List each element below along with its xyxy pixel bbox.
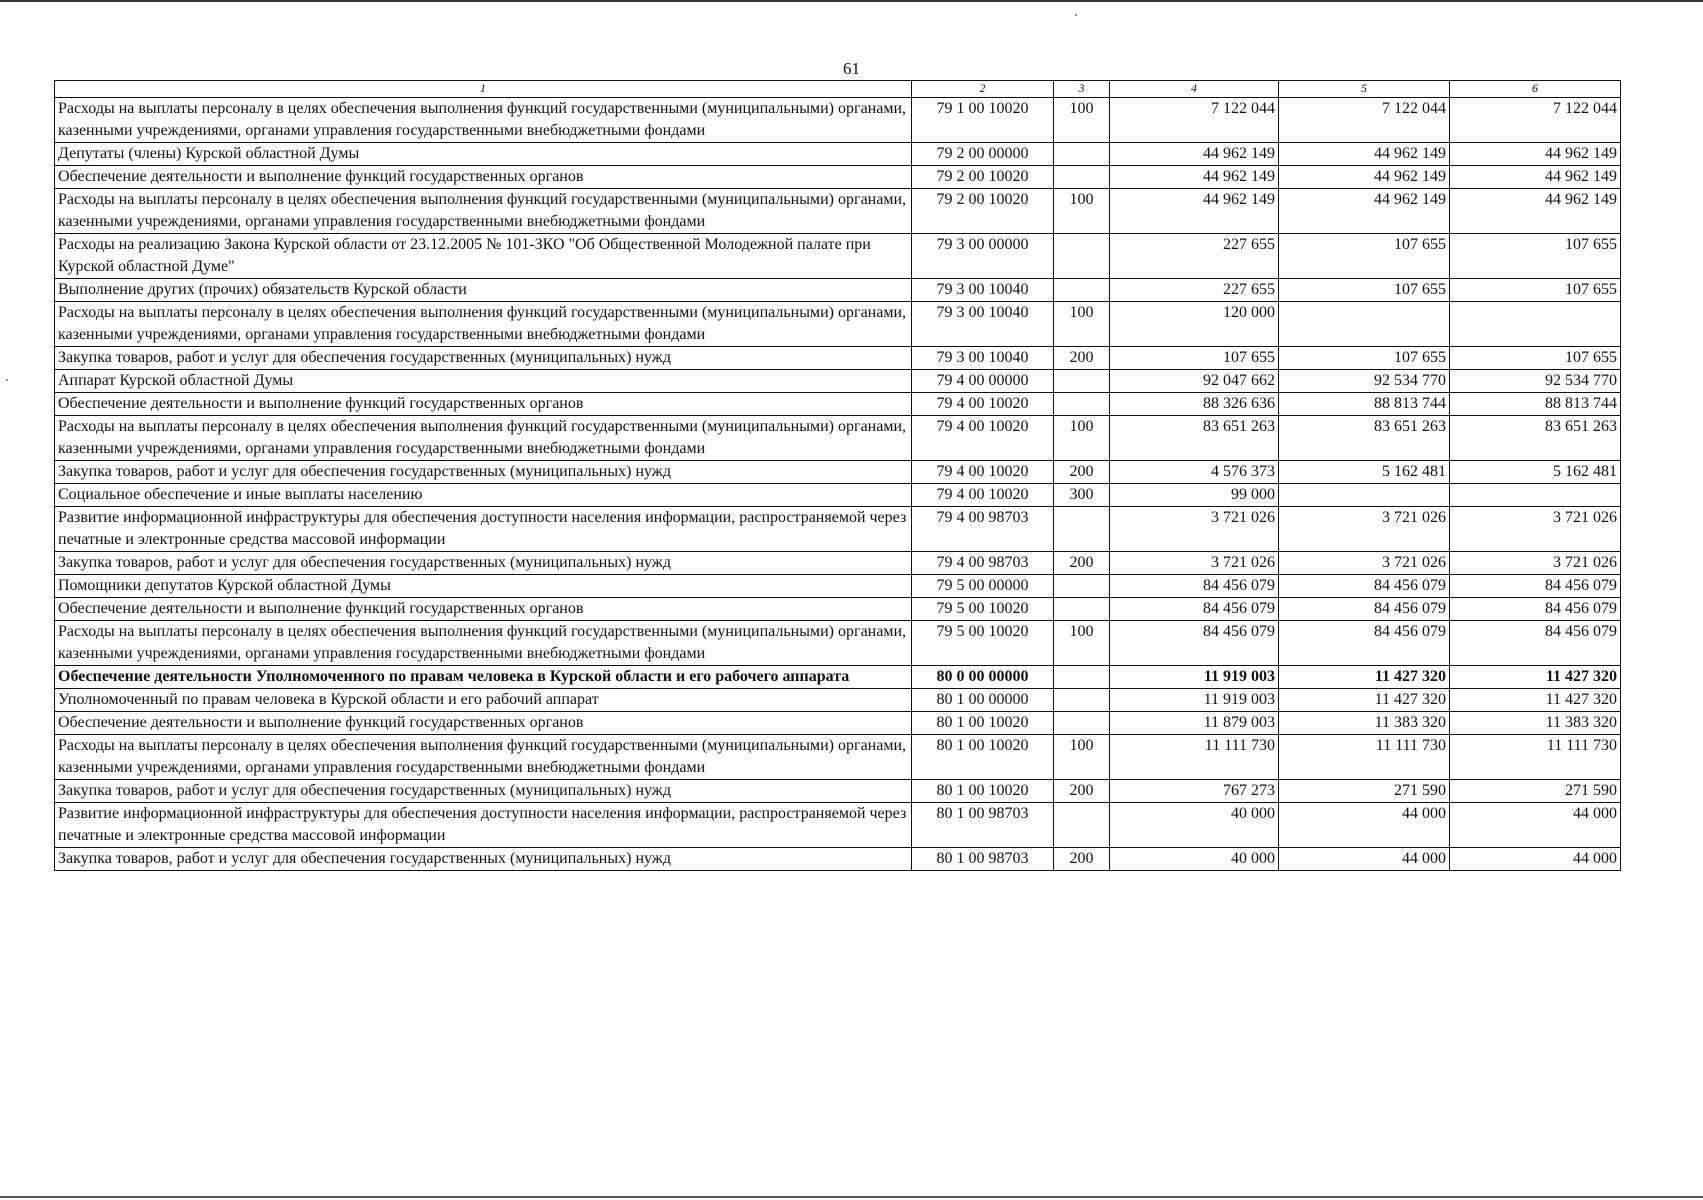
cell-amount-col4: 83 651 263 [1110,416,1279,461]
cell-amount-col6: 5 162 481 [1450,461,1621,484]
cell-name: Расходы на выплаты персоналу в целях обеспечения выполнения функций государственными (муниципальными) органами, казенными учреждениями, органами управления государственными внебюджетными фондами [55,189,912,234]
cell-expense-type [1054,712,1110,735]
cell-code: 79 5 00 10020 [912,598,1054,621]
column-header-6: 6 [1450,81,1621,98]
cell-amount-col6: 107 655 [1450,279,1621,302]
cell-amount-col5: 44 962 149 [1279,143,1450,166]
table-row [55,552,1621,575]
cell-code: 79 5 00 10020 [912,621,1054,666]
cell-amount-col4: 7 122 044 [1110,98,1279,143]
cell-amount-col4: 227 655 [1110,234,1279,279]
cell-name: Расходы на выплаты персоналу в целях обеспечения выполнения функций государственными (муниципальными) органами, казенными учреждениями, органами управления государственными внебюджетными фондами [55,621,912,666]
scan-speck [1075,14,1077,16]
cell-name: Аппарат Курской областной Думы [55,370,912,393]
cell-code: 79 4 00 98703 [912,552,1054,575]
cell-code: 79 3 00 10040 [912,279,1054,302]
table-row [55,347,1621,370]
cell-expense-type: 100 [1054,98,1110,143]
cell-expense-type [1054,166,1110,189]
table-row [55,370,1621,393]
cell-amount-col4: 99 000 [1110,484,1279,507]
cell-name: Обеспечение деятельности и выполнение функций государственных органов [55,393,912,416]
cell-amount-col5 [1279,484,1450,507]
cell-expense-type [1054,598,1110,621]
table-row [55,234,1621,279]
cell-expense-type [1054,575,1110,598]
cell-code: 79 4 00 10020 [912,393,1054,416]
cell-expense-type [1054,803,1110,848]
cell-amount-col5: 44 000 [1279,848,1450,871]
cell-code: 79 3 00 00000 [912,234,1054,279]
cell-amount-col6: 11 427 320 [1450,666,1621,689]
cell-amount-col4: 84 456 079 [1110,598,1279,621]
cell-amount-col4: 88 326 636 [1110,393,1279,416]
cell-amount-col6: 84 456 079 [1450,621,1621,666]
cell-code: 79 4 00 10020 [912,484,1054,507]
cell-name: Закупка товаров, работ и услуг для обеспечения государственных (муниципальных) нужд [55,552,912,575]
budget-table [54,80,1621,871]
cell-amount-col5: 92 534 770 [1279,370,1450,393]
cell-name: Обеспечение деятельности Уполномоченного по правам человека в Курской области и его рабочего аппарата [55,666,912,689]
cell-amount-col6: 44 962 149 [1450,189,1621,234]
table-row [55,848,1621,871]
column-header-2: 2 [912,81,1054,98]
cell-expense-type: 100 [1054,302,1110,347]
cell-amount-col6 [1450,484,1621,507]
cell-code: 80 1 00 10020 [912,780,1054,803]
cell-code: 80 1 00 10020 [912,735,1054,780]
table-row [55,507,1621,552]
cell-name: Расходы на выплаты персоналу в целях обеспечения выполнения функций государственными (муниципальными) органами, казенными учреждениями, органами управления государственными внебюджетными фондами [55,98,912,143]
cell-code: 79 2 00 00000 [912,143,1054,166]
cell-amount-col5: 84 456 079 [1279,575,1450,598]
cell-code: 79 5 00 00000 [912,575,1054,598]
cell-name: Закупка товаров, работ и услуг для обеспечения государственных (муниципальных) нужд [55,848,912,871]
cell-amount-col5: 107 655 [1279,279,1450,302]
cell-amount-col4: 227 655 [1110,279,1279,302]
cell-amount-col5: 44 000 [1279,803,1450,848]
cell-amount-col5 [1279,302,1450,347]
cell-amount-col6 [1450,302,1621,347]
cell-name: Обеспечение деятельности и выполнение функций государственных органов [55,598,912,621]
cell-code: 80 0 00 00000 [912,666,1054,689]
cell-name: Развитие информационной инфраструктуры для обеспечения доступности населения информации, распространяемой через печатные и электронные средства массовой информации [55,507,912,552]
cell-expense-type: 300 [1054,484,1110,507]
cell-name: Закупка товаров, работ и услуг для обеспечения государственных (муниципальных) нужд [55,347,912,370]
cell-code: 79 4 00 10020 [912,416,1054,461]
cell-amount-col6: 44 000 [1450,848,1621,871]
cell-code: 80 1 00 98703 [912,803,1054,848]
cell-amount-col6: 7 122 044 [1450,98,1621,143]
cell-amount-col6: 83 651 263 [1450,416,1621,461]
table-row [55,143,1621,166]
cell-amount-col5: 83 651 263 [1279,416,1450,461]
table-row [55,666,1621,689]
cell-amount-col6: 44 000 [1450,803,1621,848]
cell-amount-col5: 11 427 320 [1279,666,1450,689]
cell-code: 80 1 00 98703 [912,848,1054,871]
cell-amount-col6: 3 721 026 [1450,552,1621,575]
scan-speck [6,379,8,381]
table-row [55,166,1621,189]
cell-amount-col4: 11 879 003 [1110,712,1279,735]
cell-expense-type [1054,234,1110,279]
cell-expense-type: 200 [1054,552,1110,575]
cell-amount-col4: 3 721 026 [1110,507,1279,552]
cell-amount-col6: 11 383 320 [1450,712,1621,735]
cell-amount-col6: 3 721 026 [1450,507,1621,552]
cell-expense-type [1054,143,1110,166]
cell-amount-col4: 11 919 003 [1110,666,1279,689]
table-row [55,279,1621,302]
cell-amount-col4: 767 273 [1110,780,1279,803]
cell-amount-col5: 84 456 079 [1279,621,1450,666]
cell-amount-col6: 107 655 [1450,234,1621,279]
column-header-1: 1 [55,81,912,98]
cell-code: 79 3 00 10040 [912,302,1054,347]
cell-amount-col4: 44 962 149 [1110,143,1279,166]
cell-amount-col6: 44 962 149 [1450,143,1621,166]
cell-amount-col5: 44 962 149 [1279,189,1450,234]
cell-code: 80 1 00 00000 [912,689,1054,712]
cell-amount-col6: 84 456 079 [1450,575,1621,598]
cell-name: Помощники депутатов Курской областной Думы [55,575,912,598]
table-row [55,689,1621,712]
cell-expense-type [1054,666,1110,689]
page-number: 61 [843,59,860,78]
cell-name: Расходы на реализацию Закона Курской области от 23.12.2005 № 101-ЗКО "Об Общественной Молодежной палате при Курской областной Думе" [55,234,912,279]
cell-amount-col4: 11 919 003 [1110,689,1279,712]
cell-amount-col5: 11 111 730 [1279,735,1450,780]
cell-amount-col5: 107 655 [1279,347,1450,370]
column-header-5: 5 [1279,81,1450,98]
cell-amount-col4: 84 456 079 [1110,621,1279,666]
scan-bottom-edge [0,1196,1703,1198]
cell-amount-col4: 44 962 149 [1110,189,1279,234]
cell-amount-col6: 88 813 744 [1450,393,1621,416]
cell-code: 79 4 00 98703 [912,507,1054,552]
cell-expense-type: 100 [1054,735,1110,780]
cell-amount-col6: 92 534 770 [1450,370,1621,393]
cell-amount-col4: 120 000 [1110,302,1279,347]
cell-amount-col6: 84 456 079 [1450,598,1621,621]
cell-code: 79 2 00 10020 [912,166,1054,189]
table-row [55,393,1621,416]
cell-amount-col4: 4 576 373 [1110,461,1279,484]
cell-amount-col5: 3 721 026 [1279,552,1450,575]
cell-amount-col5: 5 162 481 [1279,461,1450,484]
table-row [55,598,1621,621]
table-row [55,484,1621,507]
cell-code: 79 2 00 10020 [912,189,1054,234]
cell-code: 79 4 00 10020 [912,461,1054,484]
cell-code: 79 3 00 10040 [912,347,1054,370]
cell-name: Развитие информационной инфраструктуры для обеспечения доступности населения информации, распространяемой через печатные и электронные средства массовой информации [55,803,912,848]
cell-expense-type: 200 [1054,848,1110,871]
cell-expense-type [1054,279,1110,302]
table-row [55,712,1621,735]
cell-amount-col6: 11 111 730 [1450,735,1621,780]
cell-amount-col4: 92 047 662 [1110,370,1279,393]
table-row [55,461,1621,484]
cell-name: Уполномоченный по правам человека в Курской области и его рабочий аппарат [55,689,912,712]
cell-expense-type [1054,370,1110,393]
cell-amount-col5: 107 655 [1279,234,1450,279]
cell-name: Обеспечение деятельности и выполнение функций государственных органов [55,166,912,189]
cell-code: 79 1 00 10020 [912,98,1054,143]
cell-amount-col5: 84 456 079 [1279,598,1450,621]
cell-amount-col5: 3 721 026 [1279,507,1450,552]
cell-expense-type [1054,393,1110,416]
table-row [55,302,1621,347]
cell-amount-col4: 44 962 149 [1110,166,1279,189]
cell-amount-col4: 84 456 079 [1110,575,1279,598]
cell-expense-type: 200 [1054,780,1110,803]
table-row [55,575,1621,598]
cell-amount-col6: 11 427 320 [1450,689,1621,712]
scan-top-edge [0,0,1703,2]
cell-amount-col4: 11 111 730 [1110,735,1279,780]
cell-amount-col5: 44 962 149 [1279,166,1450,189]
table-row [55,621,1621,666]
cell-amount-col4: 40 000 [1110,803,1279,848]
cell-amount-col6: 44 962 149 [1450,166,1621,189]
cell-expense-type: 200 [1054,347,1110,370]
cell-name: Обеспечение деятельности и выполнение функций государственных органов [55,712,912,735]
cell-amount-col5: 271 590 [1279,780,1450,803]
cell-name: Расходы на выплаты персоналу в целях обеспечения выполнения функций государственными (муниципальными) органами, казенными учреждениями, органами управления государственными внебюджетными фондами [55,302,912,347]
cell-expense-type [1054,507,1110,552]
cell-amount-col6: 271 590 [1450,780,1621,803]
cell-amount-col4: 40 000 [1110,848,1279,871]
cell-name: Депутаты (члены) Курской областной Думы [55,143,912,166]
cell-expense-type: 100 [1054,416,1110,461]
table-row [55,98,1621,143]
cell-name: Социальное обеспечение и иные выплаты населению [55,484,912,507]
column-header-4: 4 [1110,81,1279,98]
cell-code: 80 1 00 10020 [912,712,1054,735]
cell-amount-col5: 11 383 320 [1279,712,1450,735]
column-header-3: 3 [1054,81,1110,98]
cell-code: 79 4 00 00000 [912,370,1054,393]
cell-expense-type: 100 [1054,189,1110,234]
cell-amount-col4: 3 721 026 [1110,552,1279,575]
cell-expense-type: 200 [1054,461,1110,484]
table-row [55,416,1621,461]
table-row [55,780,1621,803]
cell-expense-type: 100 [1054,621,1110,666]
cell-name: Расходы на выплаты персоналу в целях обеспечения выполнения функций государственными (муниципальными) органами, казенными учреждениями, органами управления государственными внебюджетными фондами [55,416,912,461]
table-row [55,189,1621,234]
cell-name: Выполнение других (прочих) обязательств Курской области [55,279,912,302]
cell-amount-col5: 11 427 320 [1279,689,1450,712]
cell-name: Закупка товаров, работ и услуг для обеспечения государственных (муниципальных) нужд [55,461,912,484]
column-number-row [55,81,1621,98]
cell-amount-col4: 107 655 [1110,347,1279,370]
cell-amount-col5: 88 813 744 [1279,393,1450,416]
cell-amount-col6: 107 655 [1450,347,1621,370]
cell-name: Закупка товаров, работ и услуг для обеспечения государственных (муниципальных) нужд [55,780,912,803]
cell-name: Расходы на выплаты персоналу в целях обеспечения выполнения функций государственными (муниципальными) органами, казенными учреждениями, органами управления государственными внебюджетными фондами [55,735,912,780]
table-row [55,735,1621,780]
table-body [55,98,1621,871]
cell-expense-type [1054,689,1110,712]
table-row [55,803,1621,848]
cell-amount-col5: 7 122 044 [1279,98,1450,143]
